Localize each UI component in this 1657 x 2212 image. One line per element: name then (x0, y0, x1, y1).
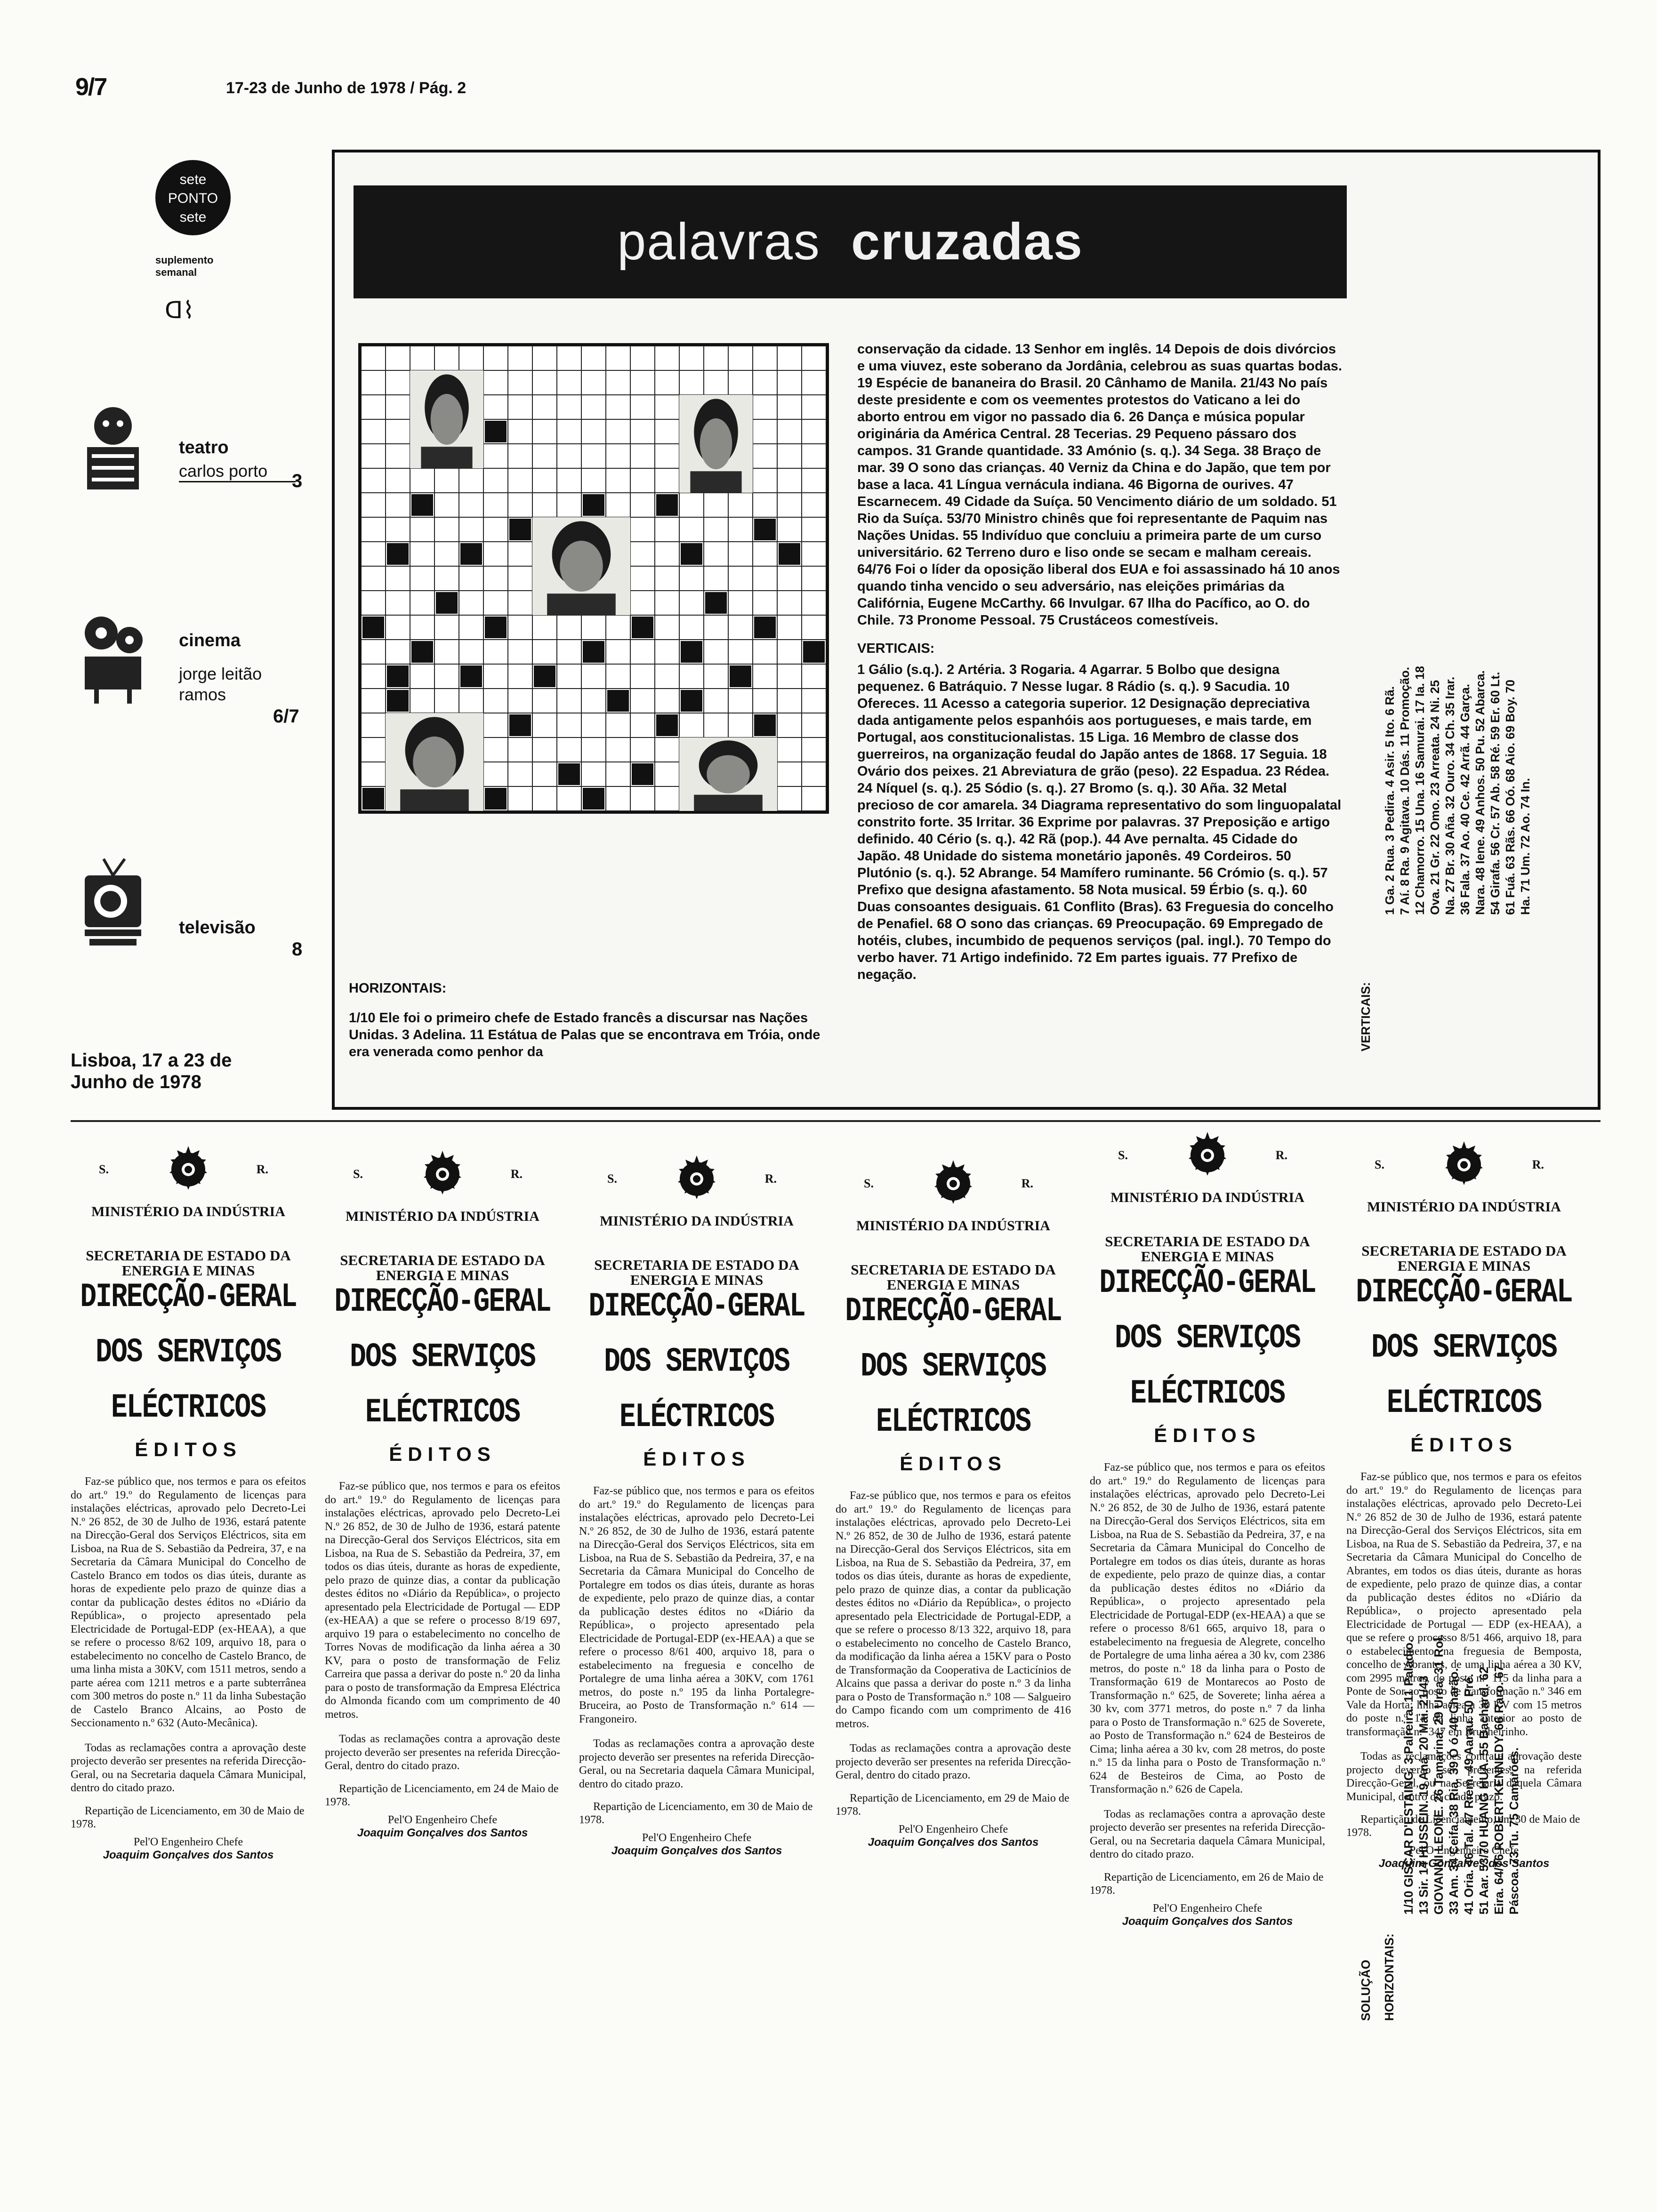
crossword-grid-svg (361, 346, 826, 811)
emblem-r: R. (1275, 1148, 1287, 1162)
notice-body: Faz-se público que, nos termos e para os efeitos do art.º 19.º do Regulamento de licenças para instalações eléctricas, aprovado pelo Decreto-Lei N.º 26 852, de 30 de Julho de 1936, estará patente na Direcção-Geral dos Serviços Eléctricos, sita em Lisboa, na Rua de S. Sebastião da Pedreira, 37, e na Secretaria da Câmara Municipal do Concelho de Portalegre em todos os dias úteis, durante as horas de expediente, pelo prazo de quinze dias, a contar da publicação destes éditos no «Diário da República», o projecto apresentado pela Electricidade de Portugal-EDP (ex-HEAA) a que se refere o processo 8/61 400, arquivo 18, para o estabelecimento na freguesia e concelho de Portalegre de uma linha aérea a 30KV, com 1761 metros, do poste n.º 195 da linha Portalegre-Bruceira, ao Posto de Transformação n.º 614 — Frangoneiro. (579, 1485, 814, 1725)
section-divider (71, 1120, 1601, 1122)
black-square (485, 617, 507, 638)
black-square (460, 543, 482, 565)
black-square (779, 543, 800, 565)
clues-column (857, 341, 1342, 1056)
emblem-r: R. (1021, 1177, 1033, 1190)
banner-word-1: palavras (617, 213, 820, 271)
ministry-heading: MINISTÉRIO DA INDÚSTRIA (600, 1213, 794, 1229)
portrait-photo-4 (386, 713, 483, 811)
solution-verticais-heading-top: VERTICAIS: (1359, 982, 1373, 1051)
ministry-heading: MINISTÉRIO DA INDÚSTRIA (856, 1218, 1050, 1234)
black-square (485, 788, 507, 809)
solution-label: SOLUÇÃO (1359, 1960, 1373, 2021)
ministry-heading: MINISTÉRIO DA INDÚSTRIA (91, 1204, 285, 1219)
notice-signature-name: Joaquim Gonçalves dos Santos (357, 1826, 528, 1839)
coat-of-arms (325, 1148, 560, 1205)
notice-6 (1346, 1139, 1582, 2198)
secretaria-heading: SECRETARIA DE ESTADO DA ENERGIA E MINAS (1361, 1242, 1567, 1274)
notice-2 (325, 1148, 560, 2207)
black-square (583, 494, 604, 516)
portrait-photo-1 (410, 370, 483, 468)
direccao-geral-title: DIRECÇÃO-GERAL DOS SERVIÇOS ELÉCTRICOS (334, 1283, 551, 1432)
notice-body: Faz-se público que, nos termos e para os efeitos do art.º 19.º do Regulamento de licenças para instalações eléctricas, aprovado pelo Decreto-Lei N.º 26 852, de 30 de Julho de 1936, estará patente na Direcção-Geral dos Serviços Eléctricos, sita em Lisboa, na Rua de S. Sebastião da Pedreira, 37, e na Secretaria da Câmara Municipal do Concelho de Castelo Branco em todos os dias úteis, durante as horas de expediente pelo prazo de quinze dias a contar da publicação destes éditos no «Diário da República», o projecto apresentado pela Electricidade de Portugal-EDP (ex-HEAA), a que se refere o processo 8/62 109, arquivo 18, para o estabelecimento no concelho de Castelo Branco, de uma linha mista a 30KV, com 1511 metros, sendo a parte aérea com 1211 metros e a parte subterrânea com 300 metros do poste n.º 11 da linha Subestação de Castelo Branco Alcains, ao Posto de Seccionamento n.º 632 (Auto-Mecânica). (71, 1475, 306, 1729)
coat-of-arms (1090, 1130, 1325, 1186)
black-square (411, 641, 433, 663)
notice-reclamacoes: Todas as reclamações contra a aprovação deste projecto deverão ser presentes na referida Direcção-Geral, ou na Secretaria daquela Câmara Municipal, dentro do citado prazo. (579, 1738, 814, 1790)
notice-reparticao: Repartição de Licenciamento, em 30 de Maio de 1978. (1346, 1813, 1580, 1839)
solution-horizontais: 1/10 GISCAR D'ESTAING. 3 Palreira. 11 Paládio. 13 Sir. 14 HUSSEIN. 19 Aná. 20 Mai. 21/43 GIOVANNI LEONE. 26 Tamarina. 29 Urca. 31 Rol. 33 Am. 34 Ceifa. 38 Ria. 39 Ó ó. 40 Charão. 41 Oria. 46 Tal. 47 Riem. 49 Aarau. 50 Pré. 51 Aar. 53/70 HUANG HUA. 55 Bacharel. 62 Eira. 64/76 ROBERT KENNEDY. 66 Raro. 67 Páscoa. 73 Tu. 75 Camarões. (1401, 1634, 1521, 1915)
republic-emblem-icon (668, 1153, 725, 1205)
editos-heading: ÉDITOS (900, 1452, 1007, 1475)
banner-word-2: cruzadas (851, 213, 1083, 271)
notice-signature-title: Pel'O Engenheiro Chefe (133, 1835, 243, 1848)
notice-signature-title: Pel'O Engenheiro Chefe (1152, 1902, 1263, 1915)
section-page: 6/7 (273, 706, 299, 727)
black-square (558, 763, 580, 785)
crossword-banner (354, 185, 1347, 298)
editos-heading: ÉDITOS (135, 1438, 242, 1460)
section-label: teatro (179, 438, 229, 457)
horizontais-heading: HORIZONTAIS: (349, 981, 447, 996)
section-teatro[interactable] (71, 400, 320, 494)
direccao-geral-title: DIRECÇÃO-GERAL DOS SERVIÇOS ELÉCTRICOS (1099, 1264, 1316, 1413)
secretaria-heading: SECRETARIA DE ESTADO DA ENERGIA E MINAS (851, 1261, 1056, 1293)
emblem-r: R. (256, 1162, 268, 1176)
black-square (632, 617, 653, 638)
theatre-mask-icon (80, 400, 146, 494)
editos-heading: ÉDITOS (1410, 1434, 1518, 1456)
notice-reclamacoes: Todas as reclamações contra a aprovação deste projecto deverão ser presentes na referida Direcção-Geral, dentro do citado prazo. (325, 1733, 560, 1772)
notice-signature-title: Pel'O Engenheiro Chefe (1409, 1844, 1519, 1857)
secretaria-heading: SECRETARIA DE ESTADO DA ENERGIA E MINAS (1105, 1233, 1310, 1265)
black-square (387, 690, 409, 712)
editos-heading: ÉDITOS (389, 1443, 496, 1465)
notice-body: Faz-se público que, nos termos e para os efeitos do art.º 19.º do Regulamento de licenças para instalações eléctricas, aprovado pelo Decreto-Lei N.º 26 852, de 30 de Julho de 1936, estará patente na Direcção-Geral dos Serviços Eléctricos, sita em Lisboa, na Rua de S. Sebastião da Pedreira, 37, em todos os dias úteis, durante as horas de expediente, pelo prazo de quinze dias, a contar da publicação destes éditos no «Diário da República», o projecto apresentado pela Electricidade de Portugal — EDP (ex-HEAA) a que se refere o processo 8/19 697, arquivo 19 para o estabelecimento no concelho de Torres Novas de modificação da linha aérea a 30 KV, para o posto de transformação de Feliz Carreira que passa a derivar do poste n.º 20 da linha para o posto de transformação da Empresa Eléctrica do Almonda ficando com um comprimento de 40 metros. (325, 1480, 560, 1721)
notice-body: Faz-se público que, nos termos e para os efeitos do art.º 19.º do Regulamento de licenças para instalações eléctricas, aprovado pelo Decreto-Lei N.º 26 852, de 30 de Julho de 1936, estará patente na Direcção-Geral dos Serviços Eléctricos, sita em Lisboa, na Rua de S. Sebastião da Pedreira, 37, e na Secretaria da Câmara Municipal do Concelho de Portalegre em todos os dias úteis, durante as horas de expediente, pelo prazo de quinze dias, a contar da publicação destes éditos no «Diário da República», o projecto apresentado pela Electricidade de Portugal-EDP (ex-HEAA) a que se refere o processo 8/61 665, arquivo 18, para o estabelecimento na freguesia de Alegrete, concelho de Portalegre de uma linha aérea a 30 kv, com 2386 metros, do poste n.º 18 da linha para o Posto de Transformação 619 de Montarecos ao Posto de Transformação n.º 625, de Soverete; linha aérea a 30 kv, com 3771 metros, do poste n.º 7 da linha para o Posto de Transformação n.º 625 de Soverete, ao Posto de Transformação n.º 624 de Besteiros de Cima; linha aérea a 30 kv, com 28 metros, do poste n.º 15 da linha para o Posto de Transformação n.º 624 de Besteiros de Cima, ao Posto de Transformação n.º 626 de Capela. (1090, 1461, 1325, 1795)
emblem-r: R. (764, 1172, 777, 1186)
black-square (411, 494, 433, 516)
notice-signature-title: Pel'O Engenheiro Chefe (387, 1813, 498, 1826)
notice-reparticao: Repartição de Licenciamento, em 26 de Maio de 1978. (1090, 1871, 1324, 1897)
emblem-s: S. (99, 1162, 109, 1176)
notice-4 (836, 1158, 1071, 2212)
ministry-heading: MINISTÉRIO DA INDÚSTRIA (1110, 1190, 1304, 1205)
black-square (583, 641, 604, 663)
republic-emblem-icon (160, 1144, 217, 1195)
verticais-clues: 1 Gálio (s.q.). 2 Artéria. 3 Rogaria. 4 Agarrar. 5 Bolbo que designa pequenez. 6 Batráquio. 7 Nesse lugar. 8 Rádio (s. q.). 9 Sacudia. 10 Ofereces. 11 Acesso a categoria superior. 12 Designação depreciativa dada antigamente pelos espanhóis aos portugueses, e mais tarde, em Portugal, aos constitucionalistas. 15 Liga. 16 Membro de classe dos guerreiros, na organização feudal do Japão antes de 1868. 17 Seguia. 18 Ovário dos peixes. 21 Abreviatura de grão (peso). 22 Espadua. 23 Rédea. 24 Níquel (s. q.). 25 Sódio (s. q.). 27 Bromo (s. q.). 30 Aña. 32 Metal precioso de cor amarela. 34 Diagrama representativo do som linguopalatal constrito forte. 35 Irritar. 36 Exprime por palavras. 37 Preposição e artigo definido. 40 Cério (s. q.). 42 Rã (pop.). 44 Ave pernalta. 45 Cidade do Japão. 48 Unidade do sistema monetário japonês. 49 Cordeiros. 50 Plutónio (s. q.). 52 Abrange. 54 Mamífero ruminante. 56 Crómio (s. q.). 57 Prefixo que designa afastamento. 58 Nota musical. 59 Érbio (s. q.). 60 Duas consoantes desiguais. 61 Conflito (Bras). 63 Freguesia do concelho de Penafiel. 68 O sono das crianças. 69 Preocupação. 69 Empregado de hotéis, clubes, incumbido de pequenos serviços (pal. ingl.). 70 Tempo do verbo haver. 71 Artigo indefinido. 72 Em partes iguais. 77 Prefixo de negação. (857, 662, 1342, 982)
notice-signature-title: Pel'O Engenheiro Chefe (642, 1832, 752, 1844)
black-square (485, 421, 507, 442)
masthead-logo: 9/7 (75, 73, 107, 101)
notice-1 (71, 1144, 306, 2203)
black-square (583, 788, 604, 809)
emblem-s: S. (607, 1172, 617, 1186)
black-square (681, 543, 702, 565)
republic-emblem-icon (1179, 1130, 1236, 1181)
black-square (681, 641, 702, 663)
television-icon (80, 857, 146, 951)
coat-of-arms (71, 1144, 306, 1200)
black-square (509, 714, 531, 736)
emblem-s: S. (1118, 1148, 1128, 1162)
emblem-s: S. (1375, 1158, 1384, 1171)
black-square (362, 788, 384, 809)
black-square (509, 519, 531, 540)
date-line: 17-23 de Junho de 1978 / Pág. 2 (226, 79, 467, 97)
black-square (730, 665, 751, 687)
coat-of-arms (836, 1158, 1071, 1214)
solution-horizontais-heading: HORIZONTAIS: (1382, 1933, 1396, 2021)
notice-reclamacoes: Todas as reclamações contra a aprovação deste projecto deverão ser presentes na referida Direcção-Geral, ou na Secretaria daquela Câmara Municipal, dentro do citado prazo. (1090, 1808, 1325, 1860)
republic-emblem-icon (1436, 1139, 1492, 1191)
coat-of-arms (579, 1153, 814, 1210)
black-square (387, 543, 409, 565)
doodle-icon: ᗡ⌇ (165, 297, 194, 323)
notice-signature-name: Joaquim Gonçalves dos Santos (103, 1848, 274, 1861)
coat-of-arms (1346, 1139, 1582, 1195)
notice-reparticao: Repartição de Licenciamento, em 30 de Maio de 1978. (579, 1801, 813, 1826)
section-cinema[interactable] (71, 612, 320, 734)
section-page: 8 (292, 939, 303, 960)
black-square (705, 592, 727, 614)
portrait-photo-5 (679, 737, 777, 811)
black-square (460, 665, 482, 687)
secretaria-heading: SECRETARIA DE ESTADO DA ENERGIA E MINAS (340, 1252, 545, 1283)
notice-signature-name: Joaquim Gonçalves dos Santos (1122, 1915, 1293, 1928)
black-square (362, 617, 384, 638)
notice-body: Faz-se público que, nos termos e para os efeitos do art.º 19.º do Regulamento de licenças para instalações eléctricas, aprovado pelo Decreto-Lei N.º 26 852 de 30 de Julho de 1936, estará patente na Direcção-Geral dos Serviços Eléctricos, sita em Lisboa, na Rua de S. Sebastião da Pedreira, 37, e na Secretaria da Câmara Municipal do Concelho de Abrantes, em todos os dias úteis, durante as horas de expediente, pelo prazo de quinze dias, a contar da publicação destes éditos no «Diário da República», o projecto apresentado pela Electricidade de Portugal — EDP (ex-HEAA), a que se refere o processo 8/51 466, arquivo 18, para o estabelecimento na freguesia de Bemposta, concelho de Abrantes, de uma linha aérea a 30 KV, com 2995 metros, do poste n.º 115 da linha para a Ponte de Sor ao posto de transformação n.º 346 em Vale da Horta; linha aérea a 30 KV com 15 metros do poste n.º 14 da linha anterior ao posto de transformação n.º 347 em Brunheirinho. (1346, 1471, 1582, 1738)
horizontais-block (349, 981, 838, 1103)
black-square (681, 690, 702, 712)
black-square (754, 519, 776, 540)
section-page: 3 (292, 471, 303, 491)
editos-heading: ÉDITOS (1154, 1424, 1261, 1446)
notice-signature-name: Joaquim Gonçalves dos Santos (868, 1835, 1039, 1849)
supplement-label: suplemento semanal (155, 254, 214, 278)
black-square (656, 714, 678, 736)
ministry-heading: MINISTÉRIO DA INDÚSTRIA (346, 1209, 539, 1224)
section-televisao[interactable] (71, 857, 320, 965)
black-square (534, 665, 555, 687)
secretaria-heading: SECRETARIA DE ESTADO DA ENERGIA E MINAS (594, 1257, 799, 1288)
notice-signature-name: Joaquim Gonçalves dos Santos (1378, 1857, 1550, 1870)
black-square (632, 763, 653, 785)
republic-emblem-icon (925, 1158, 981, 1210)
black-square (387, 665, 409, 687)
portrait-photo-2 (679, 395, 753, 493)
black-square (607, 690, 629, 712)
page-header (71, 71, 1601, 108)
notice-signature-name: Joaquim Gonçalves dos Santos (611, 1844, 782, 1857)
notice-body: Faz-se público que, nos termos e para os efeitos do art.º 19.º do Regulamento de licenças para instalações eléctricas, aprovado pelo Decreto-Lei N.º 26 852, de 30 de Julho de 1936, estará patente na Direcção-Geral dos Serviços Eléctricos, sita em Lisboa, na Rua de S. Sebastião da Pedreira, 37, em todos os dias úteis, durante as horas de expediente, pelo prazo de quinze dias, a contar da publicação destes éditos no «Diário da República», o projecto apresentado pela Electricidade de Portugal-EDP, a que se refere o processo 8/13 322, arquivo 18, para o estabelecimento no concelho de Castelo Branco, da modificação da linha aérea a 15KV para o Posto de Transformação da Cooperativa de Lacticínios de Alcains que passa a derivar do poste n.º 3 da linha para o Posto de Transformação n.º 108 — Salgueiro do Campo ficando com um comprimento de 416 metros. (836, 1490, 1071, 1730)
ministry-heading: MINISTÉRIO DA INDÚSTRIA (1367, 1199, 1561, 1215)
direccao-geral-title: DIRECÇÃO-GERAL DOS SERVIÇOS ELÉCTRICOS (845, 1292, 1062, 1442)
emblem-s: S. (864, 1177, 874, 1190)
solution-verticais: 1 Ga. 2 Rua. 3 Pedira. 4 Asir. 5 Ito. 6 Rã. 7 Aí. 8 Ra. 9 Agitava. 10 Dás. 11 Promoção. 12 Chamorro. 15 Una. 16 Samurai. 17 Ia. 18 Ova. 21 Gr. 22 Omo. 23 Arreata. 24 Ni. 25 Na. 27 Br. 30 Aña. 32 Ouro. 34 Ch. 35 Irar. 36 Fala. 37 Ao. 40 Ce. 42 Arrã. 44 Garça. Nara. 48 Iene. 49 Anhos. 50 Pu. 52 Abarca. 54 Girafa. 56 Cr. 57 Ab. 58 Ré. 59 Er. 60 Lt. 61 Fuá. 63 Rãs. 66 Oó. 68 Aio. 69 Boy. 70 Ha. 71 Um. 72 Ao. 74 In. (1383, 666, 1532, 915)
portrait-photo-3 (532, 517, 630, 615)
notice-reparticao: Repartição de Licenciamento, em 29 de Maio de 1978. (836, 1792, 1070, 1818)
notice-reclamacoes: Todas as reclamações contra a aprovação deste projecto deverão ser presentes na referida Direcção-Geral, dentro do citado prazo. (836, 1742, 1071, 1781)
verticais-heading: VERTICAIS: (857, 641, 935, 656)
black-square (754, 617, 776, 638)
black-square (656, 494, 678, 516)
horizontais-clues: 1/10 Ele foi o primeiro chefe de Estado francês a discursar nas Nações Unidas. 3 Adelina. 11 Estátua de Palas que se encontrava em Tróia, onde era venerada como penhor da (349, 1010, 820, 1059)
place-date: Lisboa, 17 a 23 de Junho de 1978 (71, 1050, 232, 1092)
republic-emblem-icon (414, 1148, 471, 1200)
emblem-r: R. (510, 1167, 523, 1181)
film-projector-icon (80, 612, 146, 706)
section-author: jorge leitão ramos (179, 664, 262, 704)
secretaria-heading: SECRETARIA DE ESTADO DA ENERGIA E MINAS (86, 1247, 291, 1279)
crossword-grid[interactable] (358, 343, 829, 814)
notice-reparticao: Repartição de Licenciamento, em 24 de Maio de 1978. (325, 1782, 559, 1808)
notice-reclamacoes: Todas as reclamações contra a aprovação deste projecto deverão ser presentes na referida Direcção-Geral, ou na Secretaria daquela Câmara Municipal, dentro do citado prazo. (71, 1741, 306, 1794)
direccao-geral-title: DIRECÇÃO-GERAL DOS SERVIÇOS ELÉCTRICOS (80, 1278, 297, 1427)
horizontais-continued: conservação da cidade. 13 Senhor em inglês. 14 Depois de dois divórcios e uma viuvez, este soberano da Jordânia, celebrou as suas quartas bodas. 19 Espécie de bananeira do Brasil. 20 Cânhamo de Manila. 21/43 No país deste presidente e com os veementes protestos do Vaticano a lei do aborto entrou em vigor no passado dia 6. 26 Dança e música popular originária da América Central. 28 Tecerias. 29 Pequeno pássaro dos campos. 31 Grande quantidade. 33 Amónio (s. q.). 34 Sega. 38 Braço de mar. 39 O sono das crianças. 40 Verniz da China e do Japão, que tem por base a laca. 41 Língua vernácula indiana. 46 Bigorna de ourives. 47 Escarnecem. 49 Cidade da Suíça. 50 Vencimento diário de um soldado. 51 Rio da Suíça. 53/70 Ministro chinês que foi representante de Paquim nas Nações Unidas. 55 Indivíduo que concluiu a primeira parte de um curso universitário. 62 Terreno duro e liso onde se secam e malham cereais. 64/76 Foi o líder da oposição liberal dos EUA e foi assassinado há 10 anos quando tinha vencido o seu adversário, nas eleições primárias da Califórnia, Eugene McCarthy. 66 Invulgar. 67 Ilha do Pacífico, ao O. do Chile. 73 Pronome Pessoal. 75 Crustáceos comestíveis. (857, 342, 1342, 628)
black-square (803, 641, 825, 663)
black-square (754, 714, 776, 736)
editos-heading: ÉDITOS (643, 1448, 750, 1470)
emblem-s: S. (353, 1167, 363, 1181)
left-index-column (71, 151, 320, 1111)
notice-signature-title: Pel'O Engenheiro Chefe (898, 1823, 1008, 1835)
black-square (436, 592, 458, 614)
notice-5 (1090, 1130, 1325, 2188)
section-author: carlos porto (179, 461, 296, 482)
section-label: cinema (179, 631, 241, 650)
notice-reparticao: Repartição de Licenciamento, em 30 de Maio de 1978. (71, 1804, 305, 1830)
section-label: televisão (179, 918, 256, 938)
emblem-r: R. (1532, 1158, 1544, 1171)
direccao-geral-title: DIRECÇÃO-GERAL DOS SERVIÇOS ELÉCTRICOS (1356, 1274, 1572, 1423)
direccao-geral-title: DIRECÇÃO-GERAL DOS SERVIÇOS ELÉCTRICOS (588, 1288, 805, 1437)
sete-ponto-sete-seal: sete PONTO sete (155, 160, 231, 235)
notice-3 (579, 1153, 814, 2212)
notice-reclamacoes: Todas as reclamações contra a aprovação deste projecto deverão ser presentes, na referida Direcção-Geral, ou na Secretaria daquela Câmara Municipal, dentro do citado prazo. (1346, 1750, 1582, 1803)
